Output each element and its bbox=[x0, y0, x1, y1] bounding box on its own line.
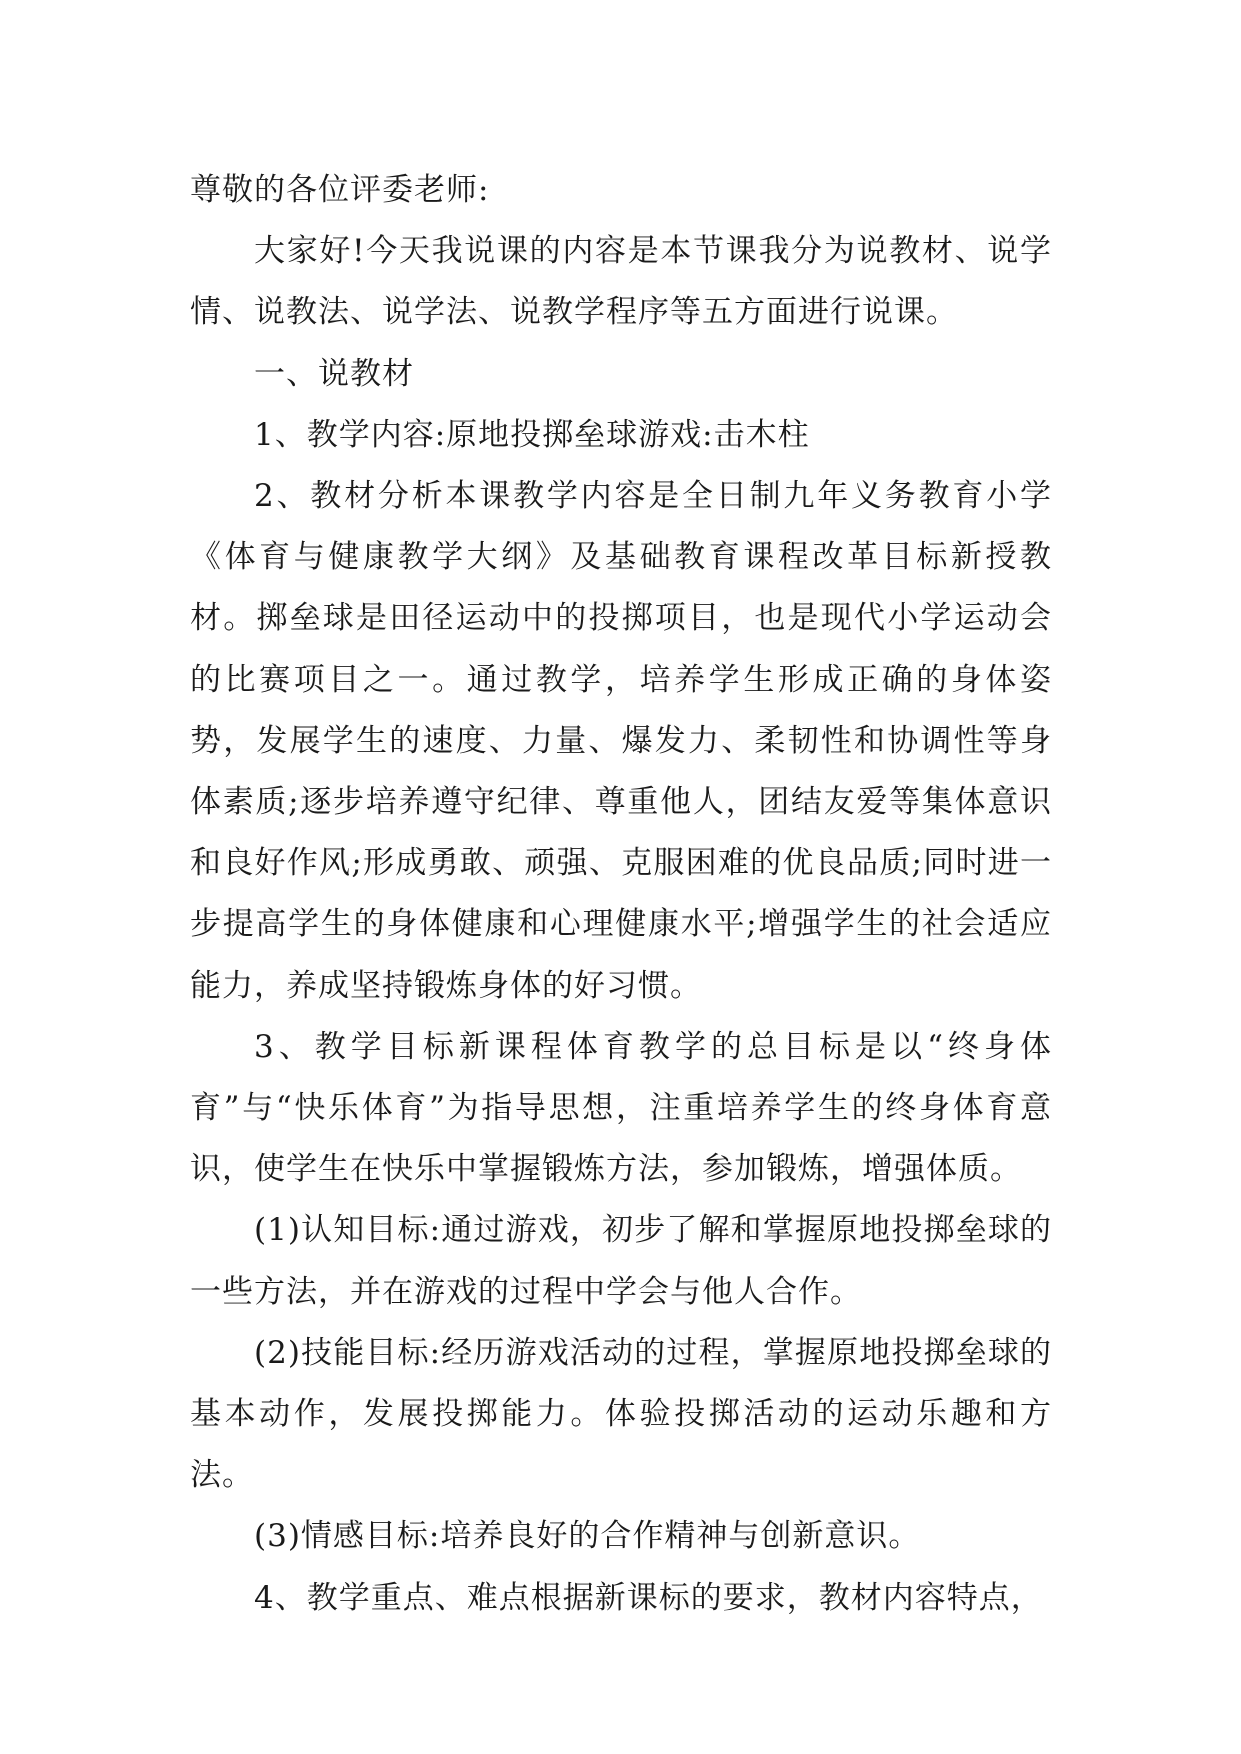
skill-goal-paragraph: (2)技能目标:经历游戏活动的过程，掌握原地投掷垒球的基本动作，发展投掷能力。体验投掷活动的运动乐趣和方法。 bbox=[190, 1334, 1052, 1494]
salutation: 尊敬的各位评委老师: bbox=[190, 172, 490, 208]
document-page bbox=[190, 160, 1052, 1629]
key-points-paragraph: 4、教学重点、难点根据新课标的要求，教材内容特点， bbox=[254, 1579, 1043, 1616]
intro-paragraph: 大家好!今天我说课的内容是本节课我分为说教材、说学情、说教法、说学法、说教学程序等五方面进行说课。 bbox=[190, 233, 1052, 331]
textbook-analysis-paragraph: 2、教材分析本课教学内容是全日制九年义务教育小学《体育与健康教学大纲》及基础教育课程改革目标新授教材。掷垒球是田径运动中的投掷项目，也是现代小学运动会的比赛项目之一。通过教学，培养学生形成正确的身体姿势，发展学生的速度、力量、爆发力、柔韧性和协调性等身体素质;逐步培养遵守纪律、尊重他人，团结友爱等集体意识和良好作风;形成勇敢、顽强、克服困难的优良品质;同时进一步提高学生的身体健康和心理健康水平;增强学生的社会适应能力，养成坚持锻炼身体的好习惯。 bbox=[190, 478, 1052, 1004]
teaching-goals-paragraph: 3、教学目标新课程体育教学的总目标是以“终身体育”与“快乐体育”为指导思想，注重培养学生的终身体育意识，使学生在快乐中掌握锻炼方法，参加锻炼，增强体质。 bbox=[190, 1028, 1052, 1188]
section-heading-textbook: 一、说教材 bbox=[254, 355, 414, 392]
cognitive-goal-paragraph: (1)认知目标:通过游戏，初步了解和掌握原地投掷垒球的一些方法，并在游戏的过程中学会与他人合作。 bbox=[190, 1212, 1052, 1310]
emotional-goal-paragraph: (3)情感目标:培养良好的合作精神与创新意识。 bbox=[254, 1518, 921, 1555]
teaching-content-paragraph: 1、教学内容:原地投掷垒球游戏:击木柱 bbox=[254, 416, 810, 453]
